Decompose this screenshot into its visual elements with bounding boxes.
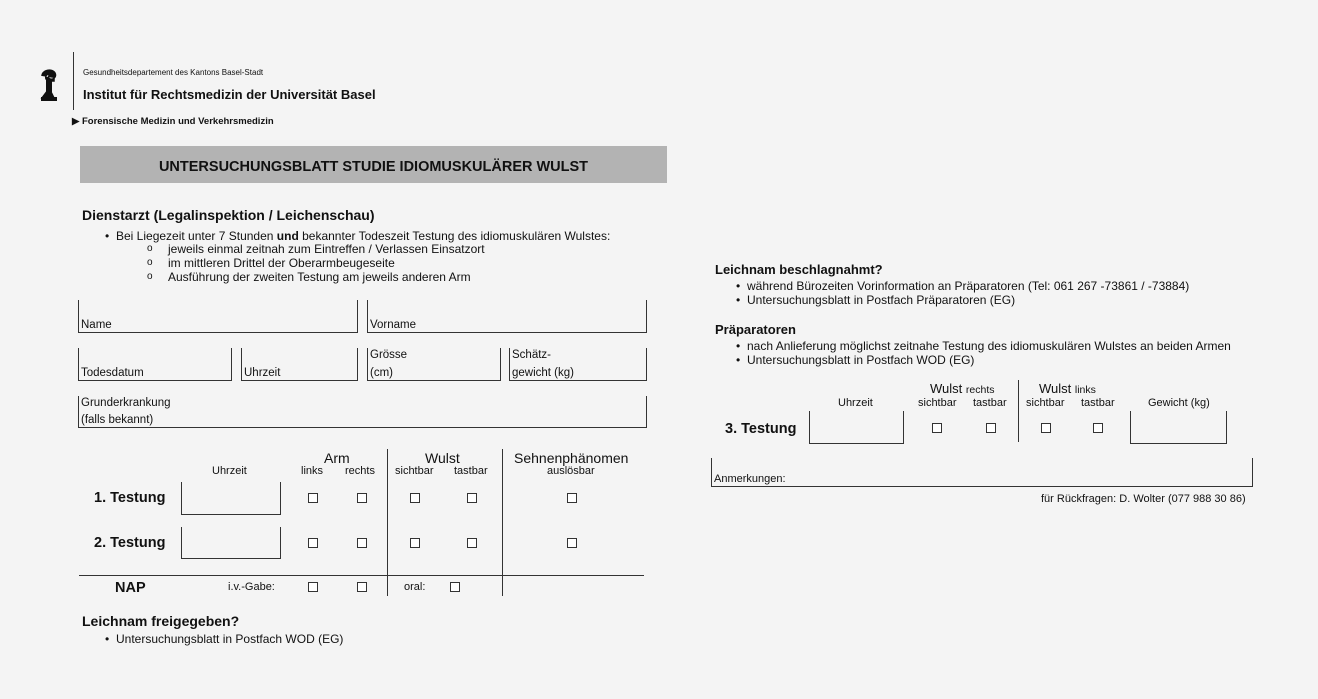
praeparatoren-bullet: nach Anlieferung möglichst zeitnahe Testung des idiomuskulären Wulstes an beiden Armen: [747, 339, 1231, 353]
freigegeben-bullet: Untersuchungsblatt in Postfach WOD (EG): [116, 632, 344, 646]
groesse-field[interactable]: [367, 348, 501, 381]
t3-rechts-tastbar-checkbox[interactable]: [986, 423, 996, 433]
t3-links-sichtbar-checkbox[interactable]: [1041, 423, 1051, 433]
col-wulst-sichtbar: sichtbar: [395, 465, 434, 477]
todesdatum-label: Todesdatum: [81, 367, 144, 379]
row-2-sehnen-checkbox[interactable]: [567, 538, 577, 548]
anmerkungen-label: Anmerkungen:: [714, 473, 786, 485]
uhrzeit-label: Uhrzeit: [244, 367, 281, 379]
t3-col-gewicht: Gewicht (kg): [1148, 397, 1210, 409]
institute-name: Institut für Rechtsmedizin der Universität Basel: [83, 87, 376, 102]
t3-col-sichtbar-links: sichtbar: [1026, 397, 1065, 409]
t3-row-label: 3. Testung: [725, 421, 797, 437]
schaetzgewicht-label: Schätz-: [512, 349, 551, 361]
uhrzeit-field[interactable]: [241, 348, 358, 381]
dienstarzt-bullet: Bei Liegezeit unter 7 Stunden und bekannter Todeszeit Testung des idiomuskulären Wulstes:: [116, 229, 611, 243]
division-marker-icon: ▶: [72, 116, 80, 127]
col-uhrzeit: Uhrzeit: [212, 465, 247, 477]
table-divider: [387, 449, 388, 596]
freigegeben-heading: Leichnam freigegeben?: [82, 613, 240, 629]
t3-col-uhrzeit: Uhrzeit: [838, 397, 873, 409]
col-wulst: Wulst: [425, 450, 460, 466]
row-1-arm-links-checkbox[interactable]: [308, 493, 318, 503]
rueckfragen-note: für Rückfragen: D. Wolter (077 988 30 86): [1041, 493, 1246, 505]
row-1-label: 1. Testung: [94, 490, 166, 506]
nap-iv-rechts-checkbox[interactable]: [357, 582, 367, 592]
name-field[interactable]: [78, 300, 358, 333]
title-bar: [80, 146, 667, 183]
col-sehnen: Sehnenphänomen: [514, 450, 629, 466]
grunderkrankung-label: Grunderkrankung: [81, 397, 171, 409]
beschlagnahmt-bullet: während Bürozeiten Vorinformation an Präparatoren (Tel: 061 267 -73861 / -73884): [747, 279, 1190, 293]
row-1-uhrzeit-input[interactable]: [181, 482, 281, 515]
t3-divider: [1018, 380, 1019, 442]
t3-col-tastbar-links: tastbar: [1081, 397, 1115, 409]
col-arm-rechts: rechts: [345, 465, 375, 477]
groesse-label: Grösse: [370, 349, 408, 361]
row-1-wulst-sichtbar-checkbox[interactable]: [410, 493, 420, 503]
grunderkrankung-note: (falls bekannt): [81, 414, 154, 426]
header-divider: [73, 52, 74, 110]
nap-oral-label: oral:: [404, 581, 426, 593]
row-1-sehnen-checkbox[interactable]: [567, 493, 577, 503]
praeparatoren-bullet: Untersuchungsblatt in Postfach WOD (EG): [747, 353, 975, 367]
t3-links-tastbar-checkbox[interactable]: [1093, 423, 1103, 433]
row-2-wulst-sichtbar-checkbox[interactable]: [410, 538, 420, 548]
beschlagnahmt-bullet: Untersuchungsblatt in Postfach Präparatoren (EG): [747, 293, 1016, 307]
t3-col-tastbar-rechts: tastbar: [973, 397, 1007, 409]
nap-divider: [79, 575, 644, 576]
vorname-label: Vorname: [370, 319, 417, 331]
nap-oral-checkbox[interactable]: [450, 582, 460, 592]
row-2-arm-rechts-checkbox[interactable]: [357, 538, 367, 548]
t3-uhrzeit-input[interactable]: [809, 411, 904, 444]
beschlagnahmt-heading: Leichnam beschlagnahmt?: [715, 262, 883, 277]
praeparatoren-heading: Präparatoren: [715, 322, 796, 337]
row-1-wulst-tastbar-checkbox[interactable]: [467, 493, 477, 503]
col-sehnen-ausloesbar: auslösbar: [547, 465, 595, 477]
name-label: Name: [81, 319, 112, 331]
row-2-label: 2. Testung: [94, 535, 166, 551]
division-name: Forensische Medizin und Verkehrsmedizin: [82, 116, 274, 127]
t3-col-wulst-rechts: Wulst rechts: [930, 381, 995, 396]
basel-crosier-icon: [38, 68, 60, 107]
col-arm-links: links: [301, 465, 324, 477]
groesse-unit-label: (cm): [370, 367, 393, 379]
dienstarzt-sub-item: o jeweils einmal zeitnah zum Eintreffen / Verlassen Einsatzort: [168, 242, 485, 256]
todesdatum-field[interactable]: [78, 348, 232, 381]
t3-rechts-sichtbar-checkbox[interactable]: [932, 423, 942, 433]
department-name: Gesundheitsdepartement des Kantons Basel-Stadt: [83, 68, 264, 77]
nap-label: NAP: [115, 580, 146, 596]
dienstarzt-sub-item: o im mittleren Drittel der Oberarmbeugeseite: [168, 256, 395, 270]
anmerkungen-field[interactable]: [711, 458, 1253, 487]
nap-iv-links-checkbox[interactable]: [308, 582, 318, 592]
schaetzgewicht-unit-label: gewicht (kg): [512, 367, 574, 379]
row-2-arm-links-checkbox[interactable]: [308, 538, 318, 548]
form-title: UNTERSUCHUNGSBLATT STUDIE IDIOMUSKULÄRER WULST: [158, 159, 589, 175]
table-divider: [502, 449, 503, 596]
dienstarzt-heading: Dienstarzt (Legalinspektion / Leichenschau): [82, 207, 375, 223]
t3-col-sichtbar-rechts: sichtbar: [918, 397, 957, 409]
dienstarzt-sub-item: o Ausführung der zweiten Testung am jeweils anderen Arm: [168, 270, 471, 284]
nap-iv-label: i.v.-Gabe:: [228, 581, 275, 593]
schaetzgewicht-field[interactable]: [509, 348, 647, 381]
t3-gewicht-input[interactable]: [1130, 411, 1227, 444]
grunderkrankung-field[interactable]: [78, 396, 647, 428]
row-1-arm-rechts-checkbox[interactable]: [357, 493, 367, 503]
col-arm: Arm: [324, 450, 350, 466]
vorname-field[interactable]: [367, 300, 647, 333]
row-2-uhrzeit-input[interactable]: [181, 527, 281, 559]
t3-col-wulst-links: Wulst links: [1039, 381, 1096, 396]
col-wulst-tastbar: tastbar: [454, 465, 488, 477]
row-2-wulst-tastbar-checkbox[interactable]: [467, 538, 477, 548]
